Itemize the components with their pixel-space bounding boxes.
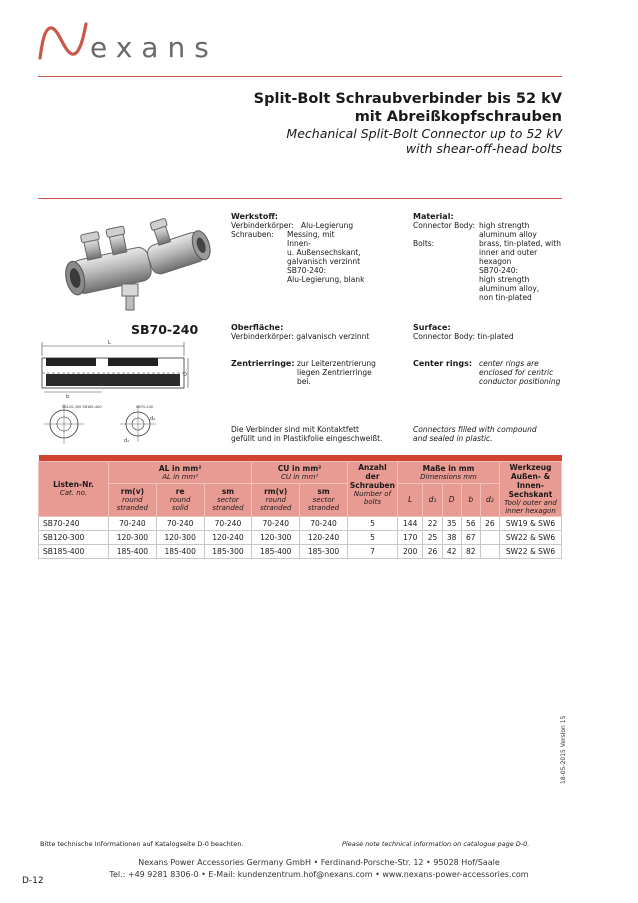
werkstoff-section: Werkstoff: Verbinderkörper: Alu-Legierung Schrauben: Messing, mit Innen- u. Außensechskant, galvanisch verzinnt SB70-240: Alu-Legierung, blank	[231, 212, 401, 284]
sub-dim-D: D	[442, 484, 461, 516]
table-cell: SB185-400	[39, 544, 109, 558]
header-divider	[38, 76, 562, 77]
table-cell: SB70-240	[39, 516, 109, 530]
page-title-german: Split-Bolt Schraubverbinder bis 52 kV mit Abreißkopfschrauben	[253, 91, 562, 125]
oberflaeche-section: Oberfläche: Verbinderkörper: galvanisch verzinnt	[231, 323, 370, 341]
table-cell: SW22 & SW6	[500, 544, 562, 558]
col-dims: Maße in mm Dimensions mm	[398, 461, 500, 484]
table-row	[39, 516, 562, 530]
col-al: AL in mm² AL in mm²	[109, 461, 252, 484]
footer-contact: Tel.: +49 9281 8306-0 • E-Mail: kundenzentrum.hof@nexans.com • www.nexans-power-accessories.com	[109, 870, 529, 879]
page-title-english: Mechanical Split-Bolt Connector up to 52 kV with shear-off-head bolts	[286, 126, 562, 156]
sub-al-sm: sm sector stranded	[204, 484, 252, 516]
table-cell	[480, 544, 499, 558]
material-heading: Material:	[413, 212, 454, 221]
table-cell: 26	[423, 544, 442, 558]
drawing-label-sb-right: SB70-240	[136, 405, 154, 409]
table-cell: 185-300	[300, 544, 348, 558]
note-german: Die Verbinder sind mit Kontaktfett gefüllt und in Plastikfolie eingeschweißt.	[231, 425, 383, 443]
table-cell: 7	[347, 544, 397, 558]
sub-al-re: re round solid	[156, 484, 204, 516]
dim-label-b: b	[66, 394, 70, 400]
table-cell: 120-240	[204, 530, 252, 544]
dim-label-D: D	[183, 372, 187, 378]
table-cell: 170	[398, 530, 423, 544]
col-bolts: Anzahl der Schrauben Number of bolts	[347, 461, 397, 516]
drawing-label-sb-left: SB120-300 SB185-400	[62, 405, 102, 409]
sub-dim-b: b	[461, 484, 480, 516]
table-cell: 25	[423, 530, 442, 544]
table-cell: 120-240	[300, 530, 348, 544]
version-label: 18-05-2015 Version 15	[560, 715, 567, 784]
table-cell: 5	[347, 516, 397, 530]
sub-al-rm: rm(v) round stranded	[109, 484, 157, 516]
sub-cu-sm: sm sector stranded	[300, 484, 348, 516]
table-cell: 70-240	[252, 516, 300, 530]
col-cat-no: Listen-Nr. Cat. no.	[39, 461, 109, 516]
surface-section: Surface: Connector Body: tin-plated	[413, 323, 514, 341]
center-rings-section: Center rings: center rings are enclosed for centric conductor positioning	[413, 359, 561, 386]
brand-name: exans	[90, 31, 218, 64]
dim-label-d2: d₂	[150, 416, 156, 422]
table-cell: 70-240	[300, 516, 348, 530]
table-cell: 185-400	[156, 544, 204, 558]
sub-dim-L: L	[398, 484, 423, 516]
table-cell: 70-240	[156, 516, 204, 530]
table-cell: 56	[461, 516, 480, 530]
page-number: D-12	[22, 876, 44, 886]
table-cell: 67	[461, 530, 480, 544]
note-english: Connectors filled with compound and sealed in plastic.	[413, 425, 537, 443]
table-cell: 185-300	[204, 544, 252, 558]
col-cu: CU in mm² CU in mm²	[252, 461, 348, 484]
table-cell: 185-400	[252, 544, 300, 558]
sub-dim-d2: d₂	[480, 484, 499, 516]
table-row	[39, 544, 562, 558]
sub-cu-rm: rm(v) round stranded	[252, 484, 300, 516]
dim-label-L: L	[108, 340, 111, 346]
spec-table	[38, 455, 562, 559]
table-cell: SW22 & SW6	[500, 530, 562, 544]
table-cell: 5	[347, 530, 397, 544]
sub-dim-d1: d₁	[423, 484, 442, 516]
table-row	[39, 530, 562, 544]
dim-label-d1: d₁	[124, 438, 130, 444]
table-cell: 38	[442, 530, 461, 544]
col-tool: Werkzeug Außen- & Innen- Sechskant Tool/ outer and inner hexagon	[500, 461, 562, 516]
table-cell: 200	[398, 544, 423, 558]
table-cell: 120-300	[156, 530, 204, 544]
table-cell: 22	[423, 516, 442, 530]
product-label: SB70-240	[131, 322, 199, 337]
nexans-logo-icon	[36, 22, 92, 62]
table-cell: SW19 & SW6	[500, 516, 562, 530]
table-cell: 82	[461, 544, 480, 558]
table-cell: 144	[398, 516, 423, 530]
table-cell: 70-240	[204, 516, 252, 530]
technical-drawing	[38, 338, 198, 448]
zentrierringe-section: Zentrierringe: zur Leiterzentrierung liegen Zentrierringe bei.	[231, 359, 376, 386]
werkstoff-heading: Werkstoff:	[231, 212, 278, 221]
product-photo	[58, 208, 218, 316]
material-section: Material: Connector Body: high strength aluminum alloy Bolts: brass, tin-plated, with inner and outer hexagon SB70-240: high strength aluminum alloy, non tin-plated	[413, 212, 563, 302]
table-cell	[480, 530, 499, 544]
table-cell: 42	[442, 544, 461, 558]
footer-company: Nexans Power Accessories Germany GmbH • Ferdinand-Porsche-Str. 12 • 95028 Hof/Saale	[138, 858, 500, 867]
footer-note-english: Please note technical information on catalogue page D-0.	[342, 840, 530, 848]
title-divider	[38, 198, 562, 199]
footer-note-german: Bitte technische Informationen auf Katalogseite D-0 beachten.	[40, 840, 244, 848]
table-cell: 120-300	[252, 530, 300, 544]
table-cell: 35	[442, 516, 461, 530]
table-cell: 185-400	[109, 544, 157, 558]
table-cell: 120-300	[109, 530, 157, 544]
table-cell: 70-240	[109, 516, 157, 530]
table-cell: SB120-300	[39, 530, 109, 544]
table-cell: 26	[480, 516, 499, 530]
